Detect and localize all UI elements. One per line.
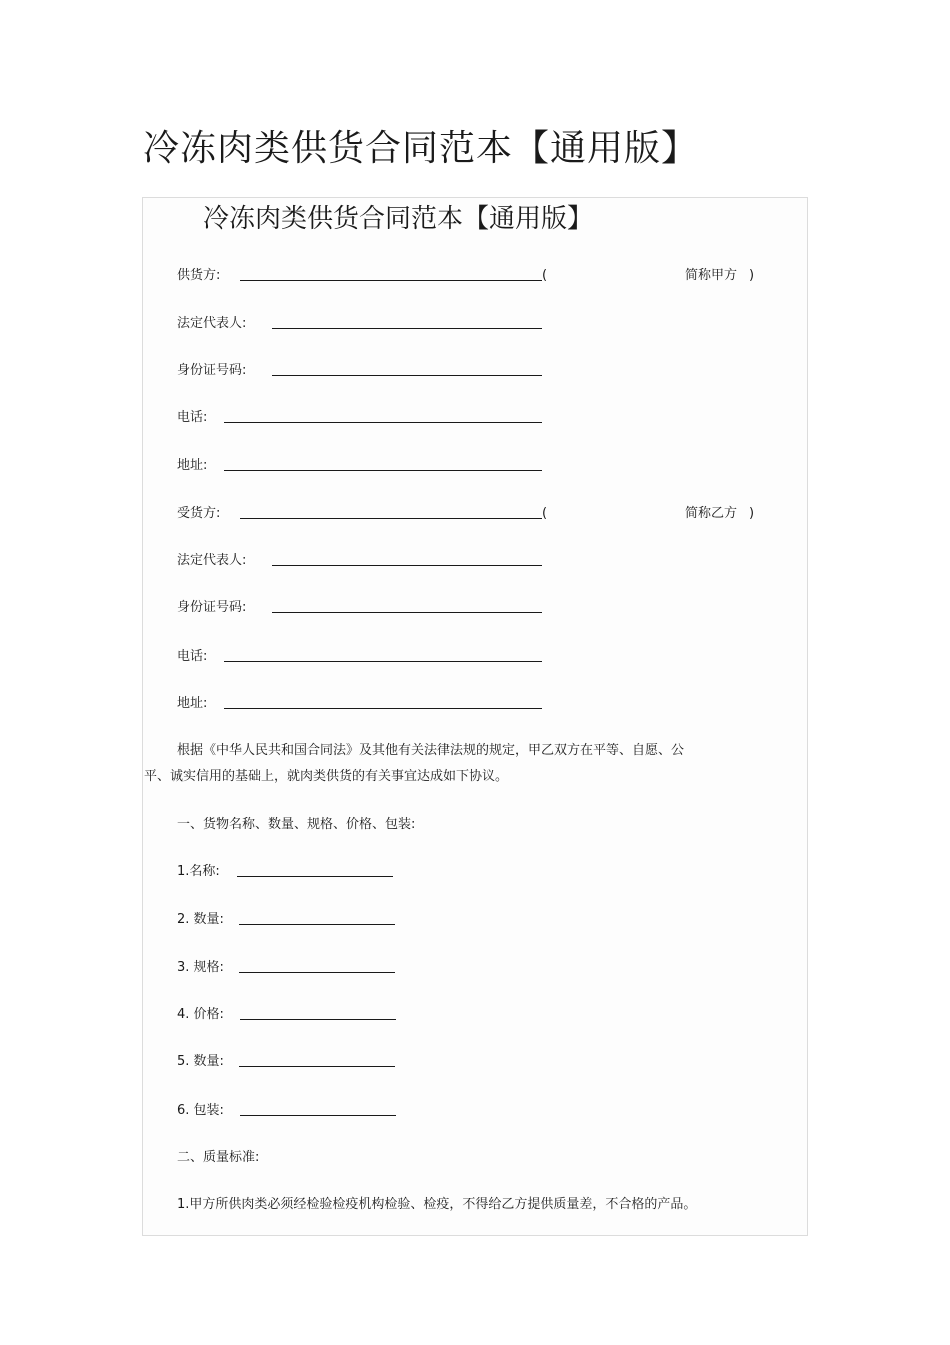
supplier-addr-label: 地址:	[177, 458, 208, 473]
supplier-abbr: 简称甲方	[685, 268, 738, 283]
supplier-close-paren: )	[749, 268, 755, 283]
section1-heading: 一、货物名称、数量、规格、价格、包装:	[177, 817, 416, 832]
supplier-phone-label: 电话:	[177, 410, 208, 425]
supplier-label: 供货方:	[177, 268, 221, 283]
document-title: 冷冻肉类供货合同范本【通用版】	[203, 204, 594, 234]
supplier-rep-label: 法定代表人:	[177, 316, 247, 331]
item-spec-label: 3. 规格:	[177, 960, 224, 975]
item-quantity-label: 2. 数量:	[177, 912, 224, 927]
document-frame	[142, 197, 808, 1236]
intro-line-1: 根据《中华人民共和国合同法》及其他有关法律法规的规定，甲乙双方在平等、自愿、公	[177, 743, 685, 758]
receiver-phone-label: 电话:	[177, 649, 208, 664]
receiver-close-paren: )	[749, 506, 755, 521]
supplier-open-paren: (	[542, 268, 548, 283]
receiver-open-paren: (	[542, 506, 548, 521]
receiver-abbr: 简称乙方	[685, 506, 738, 521]
receiver-label: 受货方:	[177, 506, 221, 521]
item-packaging-label: 6. 包装:	[177, 1103, 224, 1118]
section2-item-1: 1.甲方所供肉类必须经检验检疫机构检验、检疫，不得给乙方提供质量差，不合格的产品。	[177, 1197, 697, 1212]
receiver-rep-label: 法定代表人:	[177, 553, 247, 568]
intro-line-2: 平、诚实信用的基础上，就肉类供货的有关事宜达成如下协议。	[144, 769, 509, 784]
item-price-label: 4. 价格:	[177, 1007, 224, 1022]
section2-heading: 二、质量标准:	[177, 1150, 260, 1165]
receiver-id-label: 身份证号码:	[177, 600, 247, 615]
item-quantity2-label: 5. 数量:	[177, 1054, 224, 1069]
page-title: 冷冻肉类供货合同范本【通用版】	[143, 128, 699, 169]
supplier-id-label: 身份证号码:	[177, 363, 247, 378]
receiver-addr-label: 地址:	[177, 696, 208, 711]
item-name-label: 1.名称:	[177, 864, 220, 879]
